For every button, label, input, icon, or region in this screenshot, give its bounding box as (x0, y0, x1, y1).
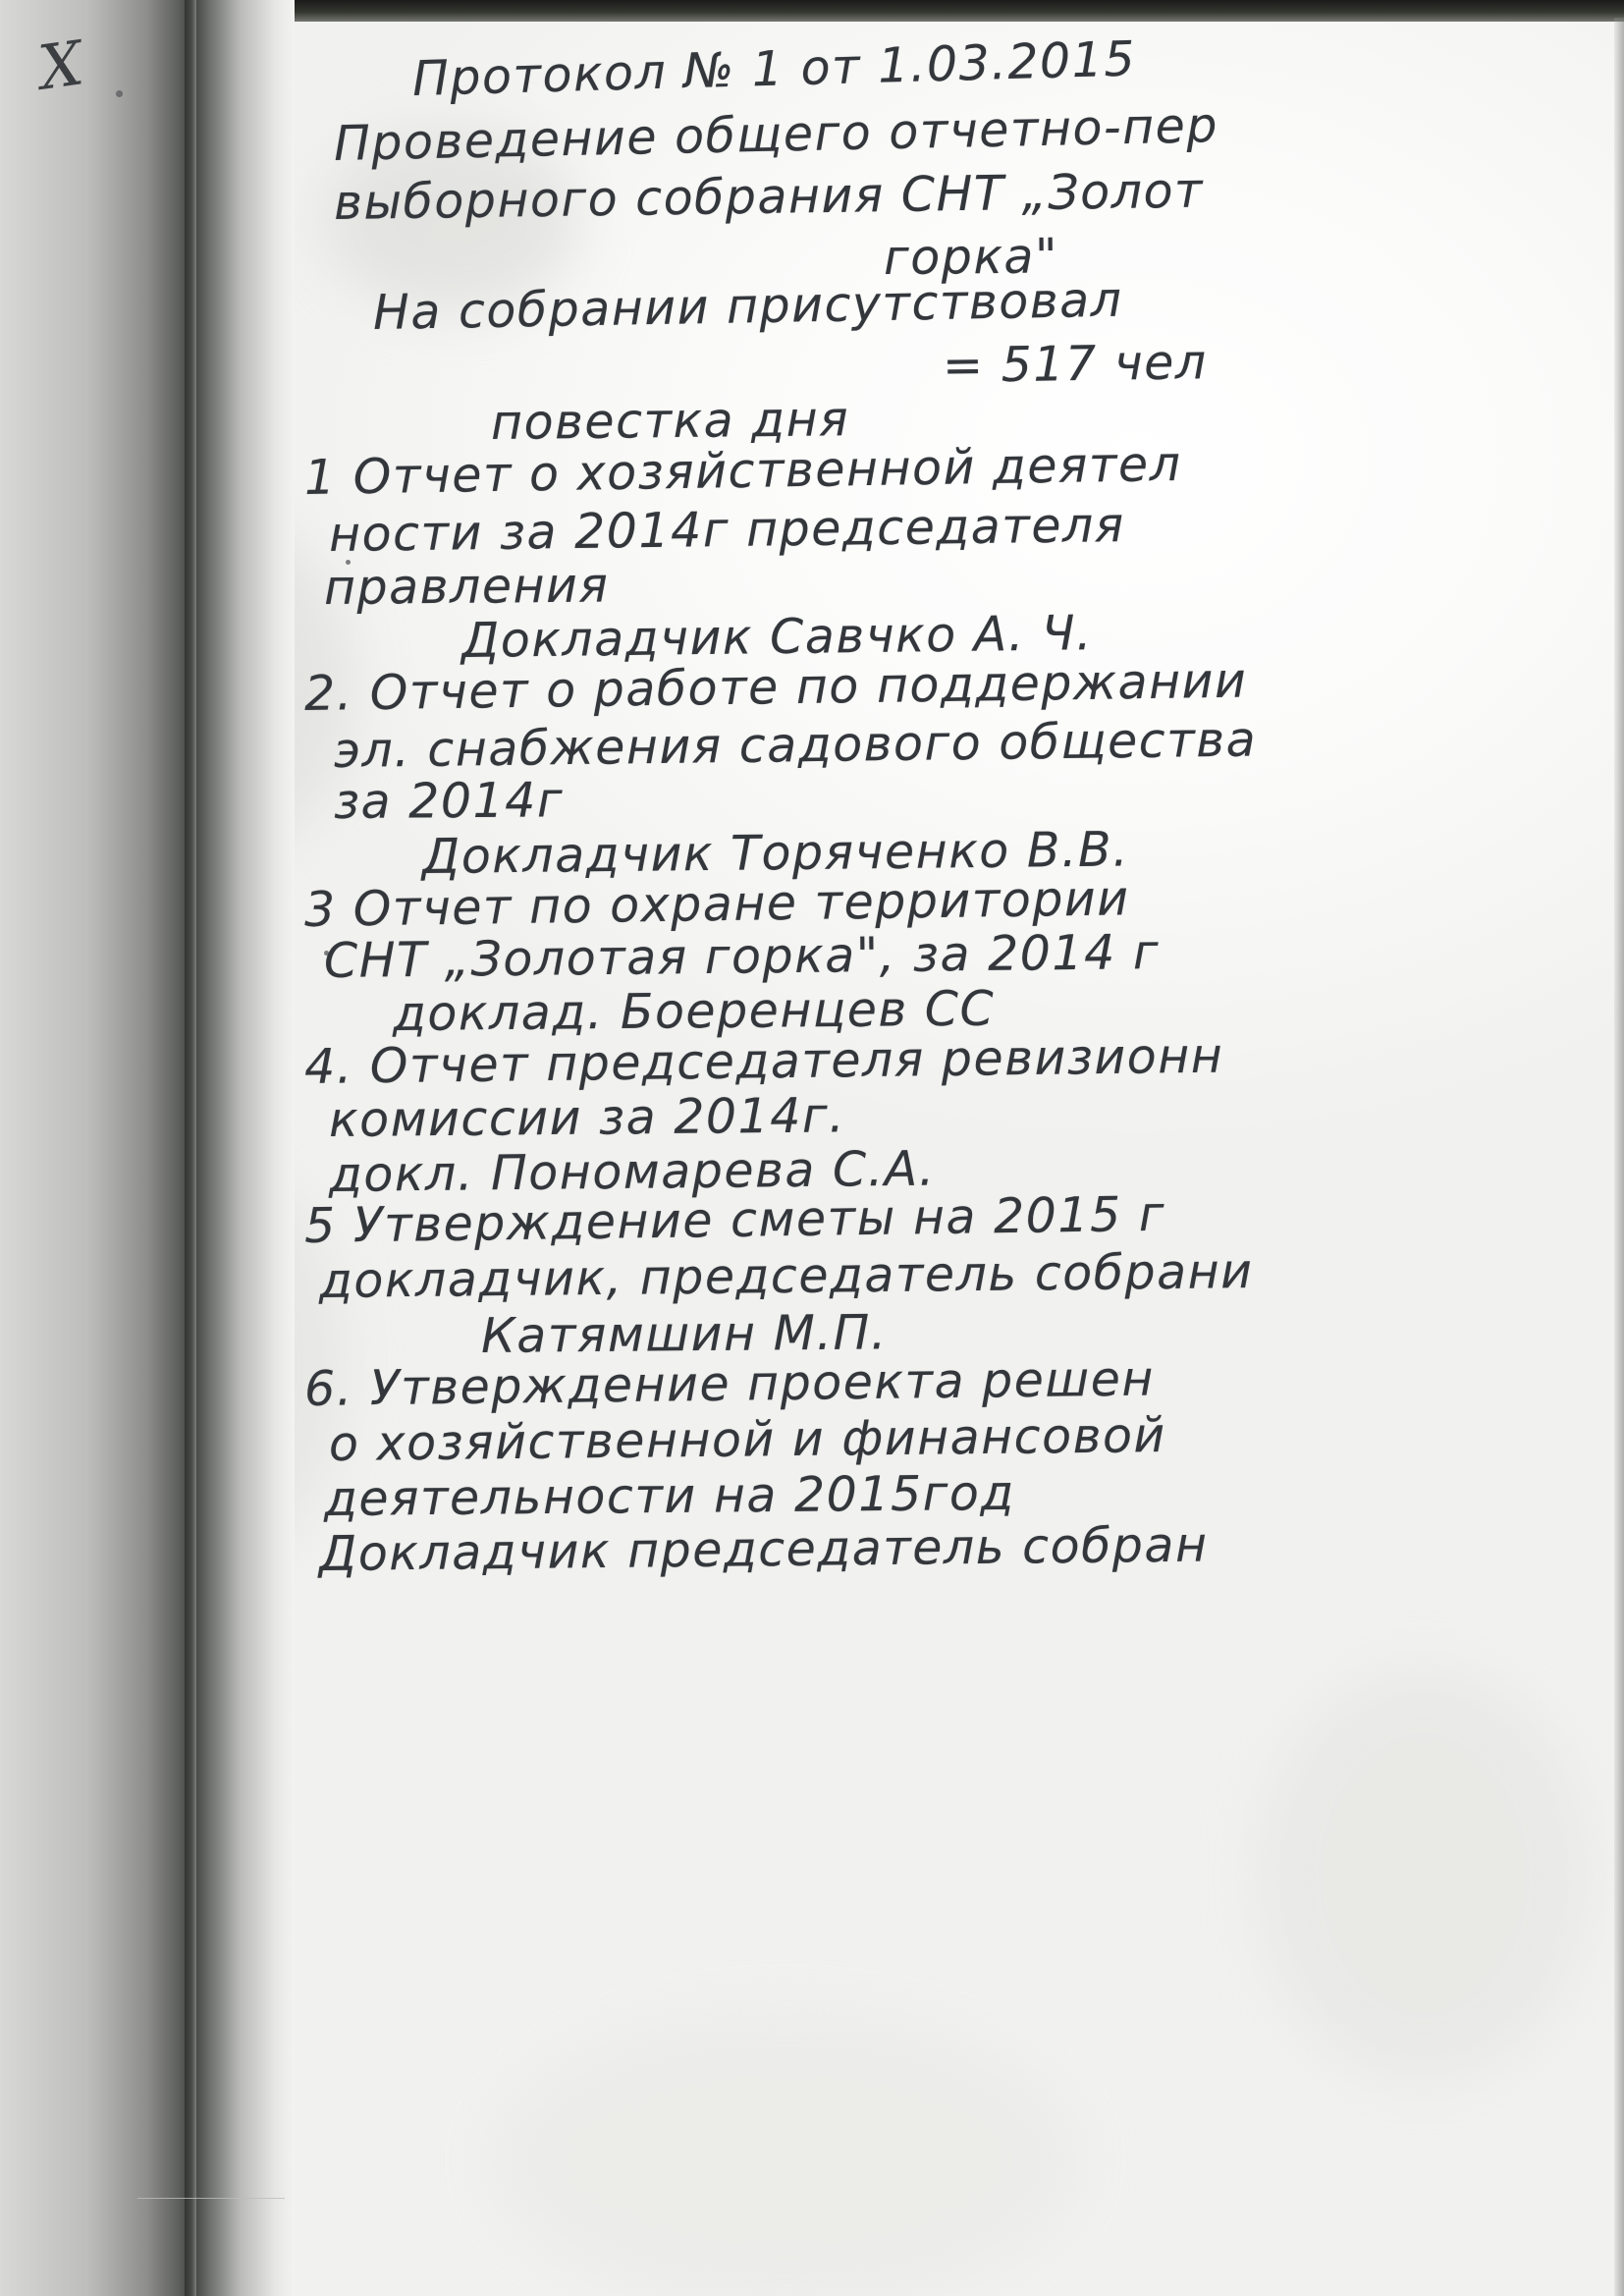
handwritten-line-speaker: Докладчик председатель собран (318, 1516, 1209, 1582)
handwritten-line: ности за 2014г председателя (328, 497, 1126, 563)
handwritten-line-item-2: 2. Отчет о работе по поддержании (303, 652, 1248, 722)
handwritten-line: деятельности на 2015год (323, 1464, 1015, 1527)
handwritten-line-title: Протокол № 1 от 1.03.2015 (411, 30, 1137, 107)
binding-edge-line (185, 0, 196, 2296)
handwritten-line: о хозяйственной и финансовой (328, 1407, 1167, 1472)
handwritten-line-item-1: 1 Отчет о хозяйственной деятел (303, 435, 1182, 506)
handwritten-line-item-6: 6. Утверждение проекта решен (303, 1350, 1156, 1417)
handwritten-line: комиссии за 2014г. (328, 1087, 846, 1148)
scan-top-black-bar (157, 0, 1624, 22)
handwritten-line-speaker: Докладчик Савчко А. Ч. (460, 605, 1094, 669)
handwritten-line-speaker: доклад. Боеренцев СС (392, 980, 996, 1042)
handwritten-line: правления (323, 557, 610, 616)
handwritten-line-speaker: Катямшин М.П. (480, 1304, 889, 1364)
handwritten-line: горка" (883, 228, 1059, 286)
ink-speck (116, 90, 123, 97)
handwritten-line: Проведение общего отчетно-пер (333, 97, 1219, 172)
handwritten-line-item-3: 3 Отчет по охране территории (303, 870, 1130, 938)
handwritten-line-item-5: 5 Утверждение сметы на 2015 г (303, 1185, 1166, 1254)
handwritten-line: эл. снабжения садового общества (333, 711, 1258, 779)
scan-right-edge (1614, 18, 1624, 2296)
handwritten-line: выборного собрания СНТ „Золот (333, 162, 1205, 231)
faint-rule-line (137, 2198, 285, 2199)
handwritten-line: за 2014г (333, 772, 565, 830)
handwritten-line: СНТ „Золотая горка", за 2014 г (323, 924, 1161, 989)
binding-gutter-shadow (0, 0, 295, 2296)
marginal-mark-x: X (34, 27, 88, 104)
handwritten-line-speaker: докл. Пономарева С.А. (328, 1140, 937, 1203)
handwritten-text-block (295, 22, 1614, 2296)
handwritten-line: На собрании присутствовал (372, 271, 1123, 341)
handwritten-line: докладчик, председатель собрани (318, 1243, 1254, 1309)
handwritten-line-speaker: Докладчик Торяченко В.В. (421, 821, 1130, 885)
handwritten-line-agenda-heading: повестка дня (490, 391, 850, 451)
handwritten-line: = 517 чел (942, 334, 1209, 394)
handwritten-line-item-4: 4. Отчет председателя ревизионн (303, 1027, 1224, 1095)
